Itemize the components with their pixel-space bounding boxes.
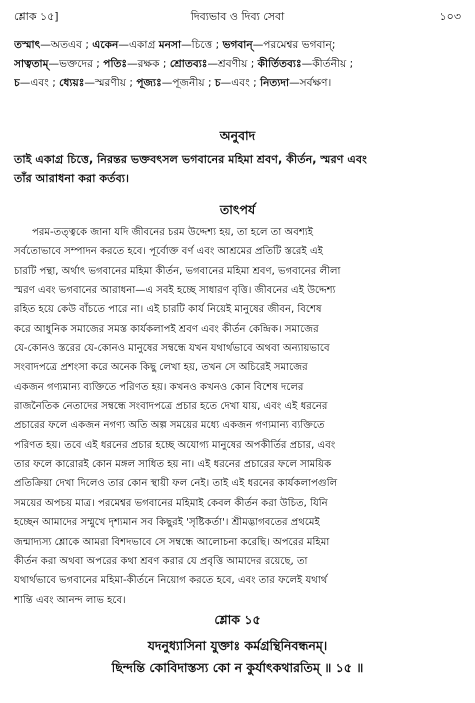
synonym-meaning: —চিত্তে ; xyxy=(181,39,223,51)
chapter-verse-ref: শ্লোক ১৫] xyxy=(14,10,59,23)
synonym-word: মনসা xyxy=(158,39,182,51)
purport-line: প্রচারের ফলে একজন নগণ্য অতি অল্প সময়ের মধ্যে একজন গণ্যমান্য ব্যক্তিতে xyxy=(14,420,325,432)
purport-text xyxy=(14,223,461,610)
purport-line: শান্তি এবং আনন্দ লাভ হবে। xyxy=(14,594,126,606)
page-number: ১০৩ xyxy=(439,10,461,23)
synonym-word: ভগবান্ xyxy=(222,39,253,51)
synonym-meaning: —পূজনীয় ; xyxy=(161,77,215,89)
verse-heading: শ্লোক ১৫ xyxy=(214,612,261,627)
purport-line: সময়ের অপচয় মাত্র। পরমেশ্বর ভগবানের মহিমাই কেবল কীর্তন করা উচিত, যিনি xyxy=(14,497,328,509)
synonym-meaning: —সর্বক্ষণ। xyxy=(289,77,332,89)
synonym-meaning: —ভক্তদের ; xyxy=(48,58,104,70)
purport-line: চারটি পন্থা, অর্থাৎ ভগবানের মহিমা কীর্তন, ভগবানের মহিমা শ্রবণ, ভগবানের লীলা xyxy=(14,265,341,277)
translation-heading: অনুবাদ xyxy=(219,128,256,143)
synonym-word: সাত্বতাম্ xyxy=(14,58,49,70)
synonym-word: চ xyxy=(214,77,221,89)
synonym-word: কীর্তিতব্যঃ xyxy=(257,58,302,70)
synonym-meaning: —একাগ্র xyxy=(118,39,159,51)
synonym-meaning: —রক্ষক ; xyxy=(127,58,170,70)
synonym-meaning: —স্মরণীয় ; xyxy=(84,77,137,89)
translation-text xyxy=(14,150,461,188)
purport-line: রাজনৈতিক নেতাদের সম্বন্ধে সংবাদপত্রে প্রচার হতে দেখা যায়, এবং এই ধরনের xyxy=(14,401,328,413)
synonym-meaning: —পরমেশ্বর ভগবান্; xyxy=(252,39,336,51)
purport-line: যথার্থভাবে ভগবানের মহিমা-কীর্তনে নিয়োগ করতে হবে, এবং তার ফলেই যথার্থ xyxy=(14,575,328,587)
synonym-word: শ্রোতব্যঃ xyxy=(169,58,208,70)
translation-line: তাই একাগ্র চিত্তে, নিরন্তর ভক্তবৎসল ভগবানের মহিমা শ্রবণ, কীর্তন, স্মরণ এবং xyxy=(14,153,367,166)
synonym-meaning: —শ্রবণীয় ; xyxy=(207,58,258,70)
synonym-word: ধ্যেয়ঃ xyxy=(59,77,85,89)
purport-line: পরিণত হয়। তবে এই ধরনের প্রচার হচ্ছে অযোগ্য মানুষের অপকীর্তির প্রচার, এবং xyxy=(14,439,336,451)
synonym-meaning: —এবং ; xyxy=(19,77,60,89)
synonym-meaning: —কীর্তনীয় ; xyxy=(301,58,354,70)
purport-line: সর্বতোভাবে সম্পাদন করতে হবে। পূর্বোক্ত বর্ণ এবং আশ্রমের প্রতিটি স্তরেই এই xyxy=(14,246,323,258)
verse-line: ছিন্দন্তি কোবিদাস্তস্য কো ন কুর্যাৎকথারতিম্ ॥ ১৫ ॥ xyxy=(111,660,364,675)
synonym-meaning: —অতএব ; xyxy=(40,39,93,51)
purport-line: যে-কোনও স্তরের যে-কোনও মানুষের সম্বন্ধে যখন যথার্থভাবে অথবা অন্যায়ভাবে xyxy=(14,343,330,355)
synonym-line xyxy=(14,74,461,93)
synonym-word: পতিঃ xyxy=(103,58,128,70)
purport-line: জন্মাদ্যস্য শ্লোকে আমরা বিশদভাবে সে সম্বন্ধে আলোচনা করেছি। অপরের মহিমা xyxy=(14,536,330,548)
running-title: দিব্যভাব ও দিব্য সেবা xyxy=(190,10,285,23)
purport-line: করে আধুনিক সমাজের সমস্ত কার্যকলাপই শ্রবণ এবং কীর্তন কেন্দ্রিক। সমাজের xyxy=(14,323,319,335)
purport-line: কীর্তন করা অথবা অপরের কথা শ্রবণ করার যে প্রবৃত্তি আমাদের রয়েছে, তা xyxy=(14,555,308,567)
synonym-meaning: —এবং ; xyxy=(220,77,261,89)
purport-line: সংবাদপত্রে প্রশংসা করে অনেক কিছু লেখা হয়, তখন সে অচিরেই সমাজের xyxy=(14,362,308,374)
synonym-word: তস্মাৎ xyxy=(14,39,41,51)
synonym-line xyxy=(14,55,461,74)
verse-line: যদনুধ্যাসিনা যুক্তাঃ কর্মগ্রন্থিনিবন্ধনম্। xyxy=(147,638,328,653)
translation-line: তাঁর আরাধনা করা কর্তব্য। xyxy=(14,172,130,185)
synonym-word: চ xyxy=(14,77,20,89)
synonym-word: পূজ্যঃ xyxy=(136,77,162,89)
purport-line: রহিত হয়ে কেউ বাঁচতে পারে না। এই চারটি কার্য নিয়েই মানুষের জীবন, বিশেষ xyxy=(14,304,322,316)
purport-line: পরম-তত্ত্বকে জানা যদি জীবনের চরম উদ্দেশ্য হয়, তা হলে তা অবশ্যই xyxy=(32,227,314,238)
synonym-word: একেন xyxy=(92,39,119,51)
purport-line: স্মরণ এবং ভগবানের আরাধনা—এ সবই হচ্ছে সাধারণ বৃত্তি। জীবনের এই উদ্দেশ্য xyxy=(14,285,336,297)
synonyms-section xyxy=(14,36,461,93)
synonym-word: নিত্যদা xyxy=(260,77,290,89)
page-header xyxy=(14,8,461,26)
purport-line: তার ফলে কারোরই কোন মঙ্গল সাধিত হয় না। এই ধরনের প্রচারের ফলে সাময়িক xyxy=(14,459,332,471)
sanskrit-verse xyxy=(0,635,475,679)
purport-line: প্রতিক্রিয়া দেখা দিলেও তার কোন স্থায়ী ফল নেই। তাই এই ধরনের কার্যকলাপগুলি xyxy=(14,478,338,490)
purport-line: একজন গণ্যমান্য ব্যক্তিতে পরিণত হয়। কখনও কখনও কোন বিশেষ দলের xyxy=(14,381,304,393)
synonym-line xyxy=(14,36,461,55)
purport-heading: তাৎপর্য xyxy=(219,202,256,217)
purport-line: হচ্ছেন আমাদের সম্মুখে দৃশ্যমান সব কিছুরই 'সৃষ্টিকর্তা'। শ্রীমদ্ভাগবতের প্রথমেই xyxy=(14,517,320,529)
